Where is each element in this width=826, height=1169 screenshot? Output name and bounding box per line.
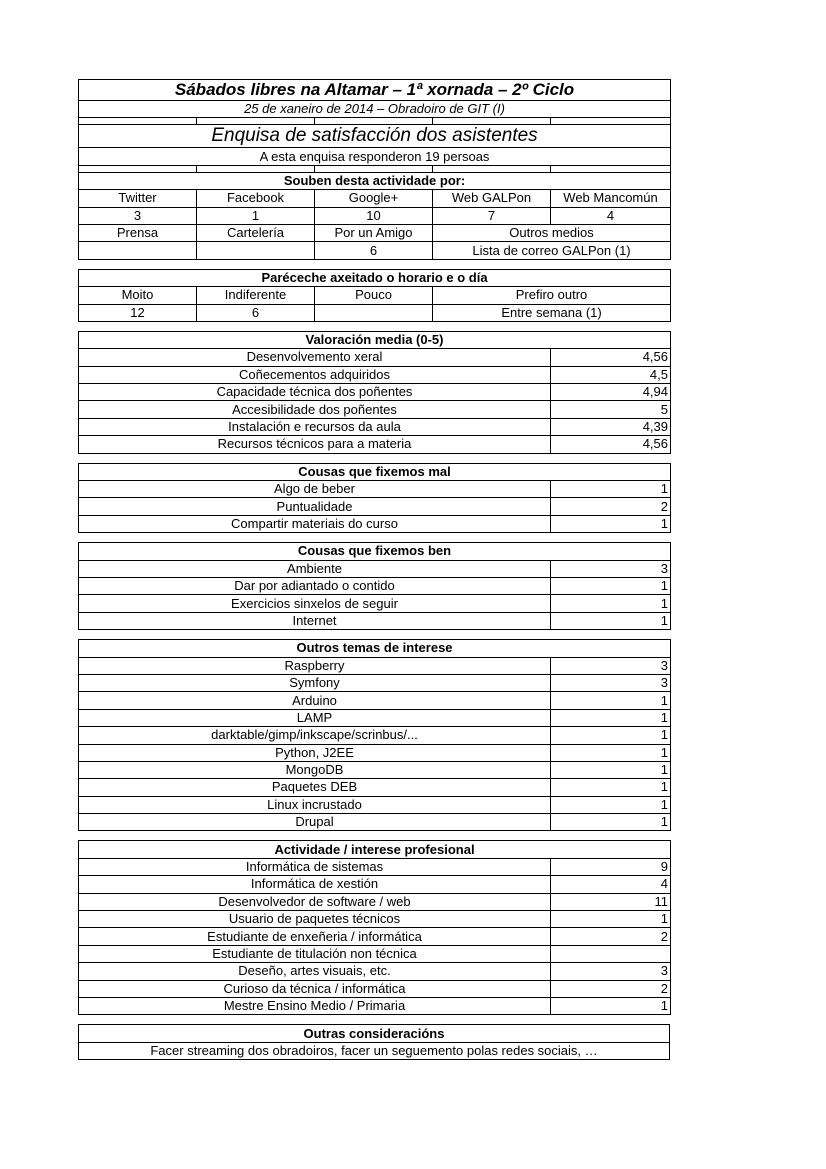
row-value: 3 xyxy=(551,560,671,577)
row-value: 1 xyxy=(551,595,671,612)
row-value: 1 xyxy=(551,761,671,778)
row-value: 4,56 xyxy=(551,436,671,453)
row-value: 1 xyxy=(551,911,671,928)
source-label: Twitter xyxy=(79,190,197,207)
table-row xyxy=(79,761,671,778)
table-row xyxy=(79,779,671,796)
row-value: 1 xyxy=(551,814,671,831)
row-value: 11 xyxy=(551,893,671,910)
row-label: Symfony xyxy=(79,674,551,691)
other-text: Facer streaming dos obradoiros, facer un seguemento polas redes sociais, … xyxy=(79,1042,670,1059)
row-value: 3 xyxy=(551,674,671,691)
row-label: Dar por adiantado o contido xyxy=(79,577,551,594)
page-title: Sábados libres na Altamar – 1ª xornada – 2º Ciclo xyxy=(79,80,671,101)
table-row xyxy=(79,963,671,980)
row-value: 4 xyxy=(551,876,671,893)
other-heading: Outras consideracións xyxy=(79,1025,670,1042)
source-label: Facebook xyxy=(197,190,315,207)
row-label: Coñecementos adquiridos xyxy=(79,366,551,383)
table-row xyxy=(79,980,671,997)
row-label: Estudiante de titulación non técnica xyxy=(79,945,551,962)
row-value: 2 xyxy=(551,928,671,945)
table-row xyxy=(79,595,671,612)
row-value xyxy=(551,945,671,962)
row-value: 1 xyxy=(551,692,671,709)
row-value: 2 xyxy=(551,498,671,515)
table-row xyxy=(79,727,671,744)
survey-title: Enquisa de satisfacción dos asistentes xyxy=(79,125,671,148)
row-value: 4,56 xyxy=(551,349,671,366)
row-label: LAMP xyxy=(79,709,551,726)
row-value: 9 xyxy=(551,858,671,875)
row-label: Paquetes DEB xyxy=(79,779,551,796)
row-value: 1 xyxy=(551,744,671,761)
row-label: Deseño, artes visuais, etc. xyxy=(79,963,551,980)
row-label: MongoDB xyxy=(79,761,551,778)
table-row xyxy=(79,945,671,962)
row-label: Internet xyxy=(79,612,551,629)
source-value: 10 xyxy=(315,207,433,224)
table-row xyxy=(79,893,671,910)
row-label: Desenvolvedor de software / web xyxy=(79,893,551,910)
row-value: 4,5 xyxy=(551,366,671,383)
respondents-note: A esta enquisa responderon 19 persoas xyxy=(79,148,671,165)
row-value: 3 xyxy=(551,963,671,980)
table-row xyxy=(79,612,671,629)
section-table xyxy=(78,840,671,1015)
table-row xyxy=(79,709,671,726)
section-heading: Cousas que fixemos mal xyxy=(79,463,671,480)
row-label: Drupal xyxy=(79,814,551,831)
table-row xyxy=(79,911,671,928)
table-row xyxy=(79,577,671,594)
schedule-heading: Paréceche axeitado o horario e o día xyxy=(79,269,671,286)
row-label: Algo de beber xyxy=(79,481,551,498)
row-value: 1 xyxy=(551,796,671,813)
section-heading: Actividade / interese profesional xyxy=(79,841,671,858)
source-label: Web GALPon xyxy=(433,190,551,207)
section-table xyxy=(78,639,671,831)
header-table xyxy=(78,79,671,260)
row-value: 1 xyxy=(551,515,671,532)
table-row xyxy=(79,436,671,453)
row-label: Mestre Ensino Medio / Primaria xyxy=(79,997,551,1014)
section-heading: Cousas que fixemos ben xyxy=(79,543,671,560)
table-row xyxy=(79,418,671,435)
row-value: 1 xyxy=(551,997,671,1014)
schedule-label: Indiferente xyxy=(197,287,315,304)
row-label: Desenvolvemento xeral xyxy=(79,349,551,366)
row-value: 1 xyxy=(551,779,671,796)
row-label: Capacidade técnica dos poñentes xyxy=(79,384,551,401)
section-table xyxy=(78,463,671,534)
table-row xyxy=(79,674,671,691)
table-row xyxy=(79,366,671,383)
row-value: 5 xyxy=(551,401,671,418)
source-value: 1 xyxy=(197,207,315,224)
row-label: Arduino xyxy=(79,692,551,709)
source-value: 7 xyxy=(433,207,551,224)
sections-container xyxy=(78,322,670,1015)
row-value: 1 xyxy=(551,709,671,726)
section-table xyxy=(78,542,671,630)
schedule-label: Moito xyxy=(79,287,197,304)
source-label: Prensa xyxy=(79,224,197,241)
schedule-value: Entre semana (1) xyxy=(433,304,671,321)
table-row xyxy=(79,692,671,709)
table-row xyxy=(79,858,671,875)
schedule-value: 12 xyxy=(79,304,197,321)
source-label: Cartelería xyxy=(197,224,315,241)
survey-sheet xyxy=(78,79,670,1060)
row-value: 1 xyxy=(551,577,671,594)
source-value: Lista de correo GALPon (1) xyxy=(433,242,671,259)
section-heading: Valoración media (0-5) xyxy=(79,331,671,348)
row-label: Instalación e recursos da aula xyxy=(79,418,551,435)
table-row xyxy=(79,796,671,813)
source-heading: Souben desta actividade por: xyxy=(79,172,671,189)
table-row xyxy=(79,997,671,1014)
other-considerations-table xyxy=(78,1024,670,1060)
row-label: Informática de xestión xyxy=(79,876,551,893)
source-value: 4 xyxy=(551,207,671,224)
table-row xyxy=(79,401,671,418)
table-row xyxy=(79,560,671,577)
table-row xyxy=(79,384,671,401)
schedule-label: Prefiro outro xyxy=(433,287,671,304)
row-label: Compartir materiais do curso xyxy=(79,515,551,532)
table-row xyxy=(79,814,671,831)
source-value: 3 xyxy=(79,207,197,224)
row-label: Informática de sistemas xyxy=(79,858,551,875)
schedule-value: 6 xyxy=(197,304,315,321)
row-label: darktable/gimp/inkscape/scrinbus/... xyxy=(79,727,551,744)
source-label: Outros medios xyxy=(433,224,671,241)
page-subtitle: 25 de xaneiro de 2014 – Obradoiro de GIT (I) xyxy=(79,101,671,118)
section-table xyxy=(78,331,671,454)
row-label: Usuario de paquetes técnicos xyxy=(79,911,551,928)
row-label: Exercicios sinxelos de seguir xyxy=(79,595,551,612)
schedule-value xyxy=(315,304,433,321)
source-label: Web Mancomún xyxy=(551,190,671,207)
row-label: Accesibilidade dos poñentes xyxy=(79,401,551,418)
source-value xyxy=(79,242,197,259)
row-label: Recursos técnicos para a materia xyxy=(79,436,551,453)
table-row xyxy=(79,498,671,515)
source-label: Por un Amigo xyxy=(315,224,433,241)
table-row xyxy=(79,515,671,532)
source-label: Google+ xyxy=(315,190,433,207)
row-label: Python, J2EE xyxy=(79,744,551,761)
row-value: 1 xyxy=(551,481,671,498)
row-value: 1 xyxy=(551,727,671,744)
row-value: 3 xyxy=(551,657,671,674)
source-value xyxy=(197,242,315,259)
row-value: 1 xyxy=(551,612,671,629)
row-label: Ambiente xyxy=(79,560,551,577)
section-heading: Outros temas de interese xyxy=(79,640,671,657)
table-row xyxy=(79,928,671,945)
table-row xyxy=(79,481,671,498)
row-value: 4,39 xyxy=(551,418,671,435)
row-label: Estudiante de enxeñeria / informática xyxy=(79,928,551,945)
row-value: 2 xyxy=(551,980,671,997)
schedule-table xyxy=(78,269,671,322)
table-row xyxy=(79,876,671,893)
source-value: 6 xyxy=(315,242,433,259)
schedule-label: Pouco xyxy=(315,287,433,304)
row-value: 4,94 xyxy=(551,384,671,401)
row-label: Linux incrustado xyxy=(79,796,551,813)
row-label: Puntualidade xyxy=(79,498,551,515)
table-row xyxy=(79,657,671,674)
row-label: Raspberry xyxy=(79,657,551,674)
table-row xyxy=(79,349,671,366)
table-row xyxy=(79,744,671,761)
row-label: Curioso da técnica / informática xyxy=(79,980,551,997)
